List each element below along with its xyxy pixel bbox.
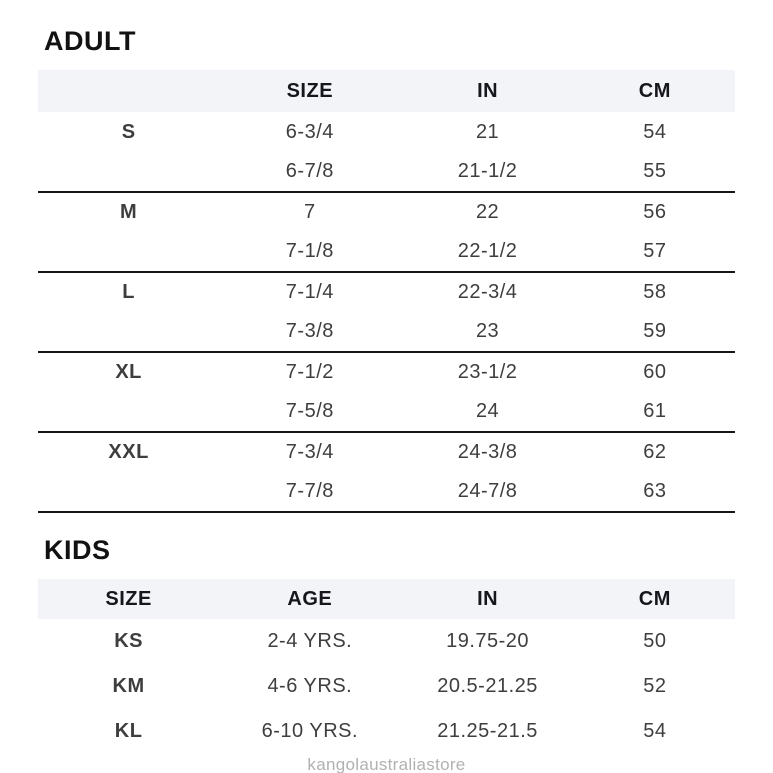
kids-col-header-age: AGE xyxy=(287,587,333,610)
kids-header-row xyxy=(38,579,735,619)
adult-size-label-xxl: XXL xyxy=(108,441,149,464)
adult-cell: 22-1/2 xyxy=(400,232,574,272)
kids-cell: 20.5-21.25 xyxy=(437,675,538,698)
adult-col-header-blank xyxy=(38,70,219,112)
kids-section-title: KIDS xyxy=(44,535,111,566)
adult-cell: 24-7/8 xyxy=(400,472,574,512)
kids-size-label-ks: KS xyxy=(114,630,143,653)
adult-size-label-xl: XL xyxy=(115,361,142,384)
kids-col-header-cm: CM xyxy=(638,587,671,610)
adult-cell: 7-3/4 xyxy=(285,441,334,464)
adult-cell: 6-3/4 xyxy=(285,120,334,143)
kids-size-label-kl: KL xyxy=(114,720,143,743)
table-row xyxy=(38,472,735,512)
table-row xyxy=(38,312,735,352)
table-row xyxy=(38,352,735,392)
kids-cell: 4-6 YRS. xyxy=(267,675,353,698)
adult-cell: 54 xyxy=(643,120,667,143)
kids-cell: 19.75-20 xyxy=(446,630,530,653)
adult-cell: 61 xyxy=(575,392,735,432)
adult-header-row xyxy=(38,70,735,112)
adult-cell: 56 xyxy=(643,201,667,224)
kids-col-header-in: IN xyxy=(477,587,499,610)
adult-col-header-cm: CM xyxy=(638,79,671,102)
adult-cell: 58 xyxy=(643,281,667,304)
kids-size-label-km: KM xyxy=(112,675,145,698)
table-row xyxy=(38,232,735,272)
adult-cell: 7 xyxy=(304,201,316,224)
adult-cell: 62 xyxy=(643,441,667,464)
adult-cell: 7-3/8 xyxy=(219,312,400,352)
kids-cell: 2-4 YRS. xyxy=(267,630,353,653)
kids-cell: 6-10 YRS. xyxy=(261,720,359,743)
adult-cell: 23-1/2 xyxy=(457,361,518,384)
adult-size-label-s: S xyxy=(121,120,136,143)
adult-size-label-l: L xyxy=(122,281,135,304)
adult-size-table xyxy=(38,70,735,513)
adult-col-header-in: IN xyxy=(477,79,499,102)
kids-size-table xyxy=(38,579,735,754)
table-row xyxy=(38,432,735,472)
table-row xyxy=(38,709,735,754)
table-row xyxy=(38,152,735,192)
kids-col-header-size: SIZE xyxy=(105,587,152,610)
adult-section-title: ADULT xyxy=(44,26,136,56)
adult-cell: 63 xyxy=(575,472,735,512)
adult-size-label-m: M xyxy=(120,201,138,224)
adult-cell: 59 xyxy=(575,312,735,352)
table-row xyxy=(38,619,735,664)
table-row xyxy=(38,272,735,312)
adult-cell: 55 xyxy=(575,152,735,192)
adult-cell: 60 xyxy=(643,361,667,384)
adult-cell: 24 xyxy=(400,392,574,432)
kids-cell: 50 xyxy=(643,630,667,653)
kids-cell: 52 xyxy=(643,675,667,698)
adult-cell: 7-7/8 xyxy=(219,472,400,512)
table-row xyxy=(38,112,735,152)
adult-cell: 21 xyxy=(475,120,500,143)
store-watermark: kangolaustraliastore xyxy=(307,755,466,773)
adult-cell: 21-1/2 xyxy=(400,152,574,192)
adult-cell: 7-1/4 xyxy=(285,281,334,304)
adult-cell: 24-3/8 xyxy=(457,441,518,464)
adult-cell: 7-1/2 xyxy=(285,361,334,384)
adult-cell: 22-3/4 xyxy=(457,281,518,304)
table-row xyxy=(38,192,735,232)
adult-size-label-blank xyxy=(38,312,219,352)
adult-cell: 57 xyxy=(575,232,735,272)
adult-cell: 22 xyxy=(475,201,500,224)
adult-size-label-blank xyxy=(38,472,219,512)
table-row xyxy=(38,392,735,432)
table-row xyxy=(38,664,735,709)
kids-cell: 21.25-21.5 xyxy=(437,720,538,743)
adult-cell: 7-5/8 xyxy=(219,392,400,432)
adult-size-label-blank xyxy=(38,232,219,272)
adult-size-label-blank xyxy=(38,392,219,432)
adult-col-header-size: SIZE xyxy=(286,79,334,102)
adult-cell: 7-1/8 xyxy=(219,232,400,272)
adult-cell: 23 xyxy=(400,312,574,352)
adult-size-label-blank xyxy=(38,152,219,192)
adult-cell: 6-7/8 xyxy=(219,152,400,192)
kids-cell: 54 xyxy=(643,720,667,743)
